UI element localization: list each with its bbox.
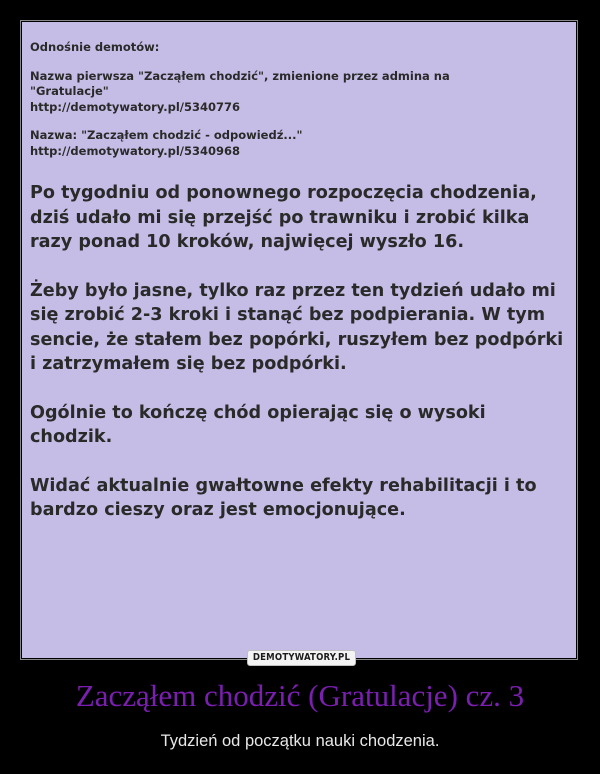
site-watermark: DEMOTYWATORY.PL bbox=[247, 650, 356, 666]
references-header: Odnośnie demotów: bbox=[30, 40, 160, 54]
paragraph-4: Widać aktualnie gwałtowne efekty rehabilitacji i to bardzo cieszy oraz jest emocjonujące. bbox=[30, 475, 537, 520]
first-name-line2: "Gratulacje" bbox=[30, 84, 109, 98]
main-text bbox=[30, 181, 568, 523]
references-block bbox=[30, 40, 568, 159]
demot-subtitle: Tydzień od początku nauki chodzenia. bbox=[160, 732, 440, 750]
paragraph-3: Ogólnie to kończę chód opierając się o wysoki chodzik. bbox=[30, 402, 486, 447]
image-panel bbox=[22, 22, 576, 658]
paragraph-2: Żeby było jasne, tylko raz przez ten tydzień udało mi się zrobić 2-3 kroki i stanąć bez podpierania. W tym sencie, że stałem bez popórki, ruszyłem bez podpórki i zatrzymałem się bez podpórki. bbox=[30, 280, 564, 374]
first-url: http://demotywatory.pl/5340776 bbox=[30, 99, 240, 114]
paragraph-1: Po tygodniu od ponownego rozpoczęcia chodzenia, dziś udało mi się przejść po trawniku i zrobić kilka razy ponad 10 kroków, najwięcej wyszło 16. bbox=[30, 183, 537, 252]
spacer bbox=[30, 115, 568, 128]
second-url: http://demotywatory.pl/5340968 bbox=[30, 143, 240, 158]
demot-title: Zacząłem chodzić (Gratulacje) cz. 3 bbox=[75, 678, 525, 713]
second-name: Nazwa: "Zacząłem chodzić - odpowiedź..." bbox=[30, 128, 303, 142]
spacer bbox=[30, 56, 568, 69]
first-name-line1: Nazwa pierwsza "Zacząłem chodzić", zmienione przez admina na bbox=[30, 68, 450, 83]
